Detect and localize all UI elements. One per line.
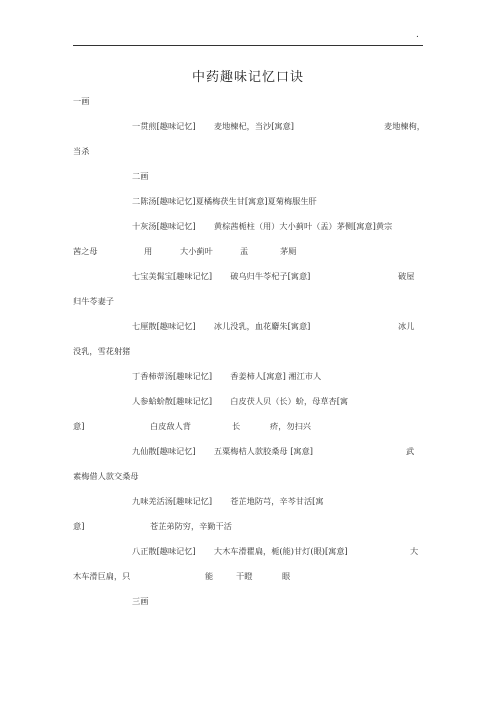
text-line: 七厘散[趣味记忆] 冰儿没乳，血花麝朱[寓意] bbox=[132, 321, 311, 331]
text-line: 长 bbox=[232, 421, 241, 431]
text-line: 能 bbox=[205, 571, 214, 581]
text-line: 意] bbox=[73, 521, 85, 531]
text-line: 七宝美髯宝[趣味记忆] 破乌归牛苓杞子[寓意] bbox=[132, 271, 311, 281]
text-line: 眼 bbox=[282, 571, 291, 581]
text-line: 用 bbox=[144, 246, 153, 256]
text-line: 大 bbox=[410, 546, 419, 556]
text-line: 白皮敌人背 bbox=[150, 421, 191, 431]
text-line: 没乳，雪花射猪 bbox=[73, 346, 131, 356]
text-line: 九味羌活汤[趣味记忆] 苍芷地防芎，辛芩甘活[寓 bbox=[132, 496, 324, 506]
text-line: 人参蛤蚧散[趣味记忆] 白皮茯人贝（长）蚧，母草杏[寓 bbox=[132, 396, 349, 406]
text-line: 冰儿 bbox=[398, 321, 415, 331]
text-line: 一贯煎[趣味记忆] 麦地楝杞，当沙[寓意] bbox=[132, 121, 294, 131]
text-line: 木车滑巨扁，只 bbox=[73, 571, 131, 581]
header-rule bbox=[73, 45, 423, 46]
text-line: 干瞪 bbox=[236, 571, 253, 581]
text-line: 十灰汤[趣味记忆] 黄棕茜栀柱（用）大小蓟叶（盂）茅侧[寓意]黄宗 bbox=[132, 221, 393, 231]
text-line: 丁香柿蒂汤[趣味记忆] 香姜柿人[寓意] 湘江市人 bbox=[132, 371, 322, 381]
page-title: 中药趣味记忆口诀 bbox=[191, 70, 304, 85]
text-line: 破屋 bbox=[398, 271, 415, 281]
text-line: 麦地楝枸， bbox=[384, 121, 425, 131]
text-line: 疥，勿扫兴 bbox=[270, 421, 311, 431]
section-heading: 一画 bbox=[73, 96, 90, 106]
text-line: 意] bbox=[73, 421, 85, 431]
text-line: 茜之母 bbox=[73, 246, 98, 256]
text-line: 二陈汤[趣味记忆]夏橘梅茯生甘[寓意]夏菊梅服生肝 bbox=[132, 196, 317, 206]
text-line: 九仙散[趣味记忆] 五粟梅桔人款胶桑母 [寓意] bbox=[132, 446, 313, 456]
text-line: 大小蓟叶 bbox=[180, 246, 213, 256]
text-line: 苍芷弟防穷，辛勤干活 bbox=[150, 521, 232, 531]
text-line: 茅厕 bbox=[280, 246, 297, 256]
text-line: 当杀 bbox=[73, 146, 90, 156]
text-line: 素梅借人款交桑母 bbox=[73, 471, 139, 481]
text-line: 盂 bbox=[240, 246, 249, 256]
text-line: 武 bbox=[406, 446, 415, 456]
text-line: 归牛苓妻子 bbox=[73, 296, 114, 306]
header-mark: . bbox=[416, 30, 419, 40]
section-heading: 三画 bbox=[132, 596, 149, 606]
text-line: 八正散[趣味记忆] 大木车滑瞿扁，栀(能)甘灯(眼)[寓意] bbox=[132, 546, 348, 556]
section-heading: 二画 bbox=[132, 171, 149, 181]
